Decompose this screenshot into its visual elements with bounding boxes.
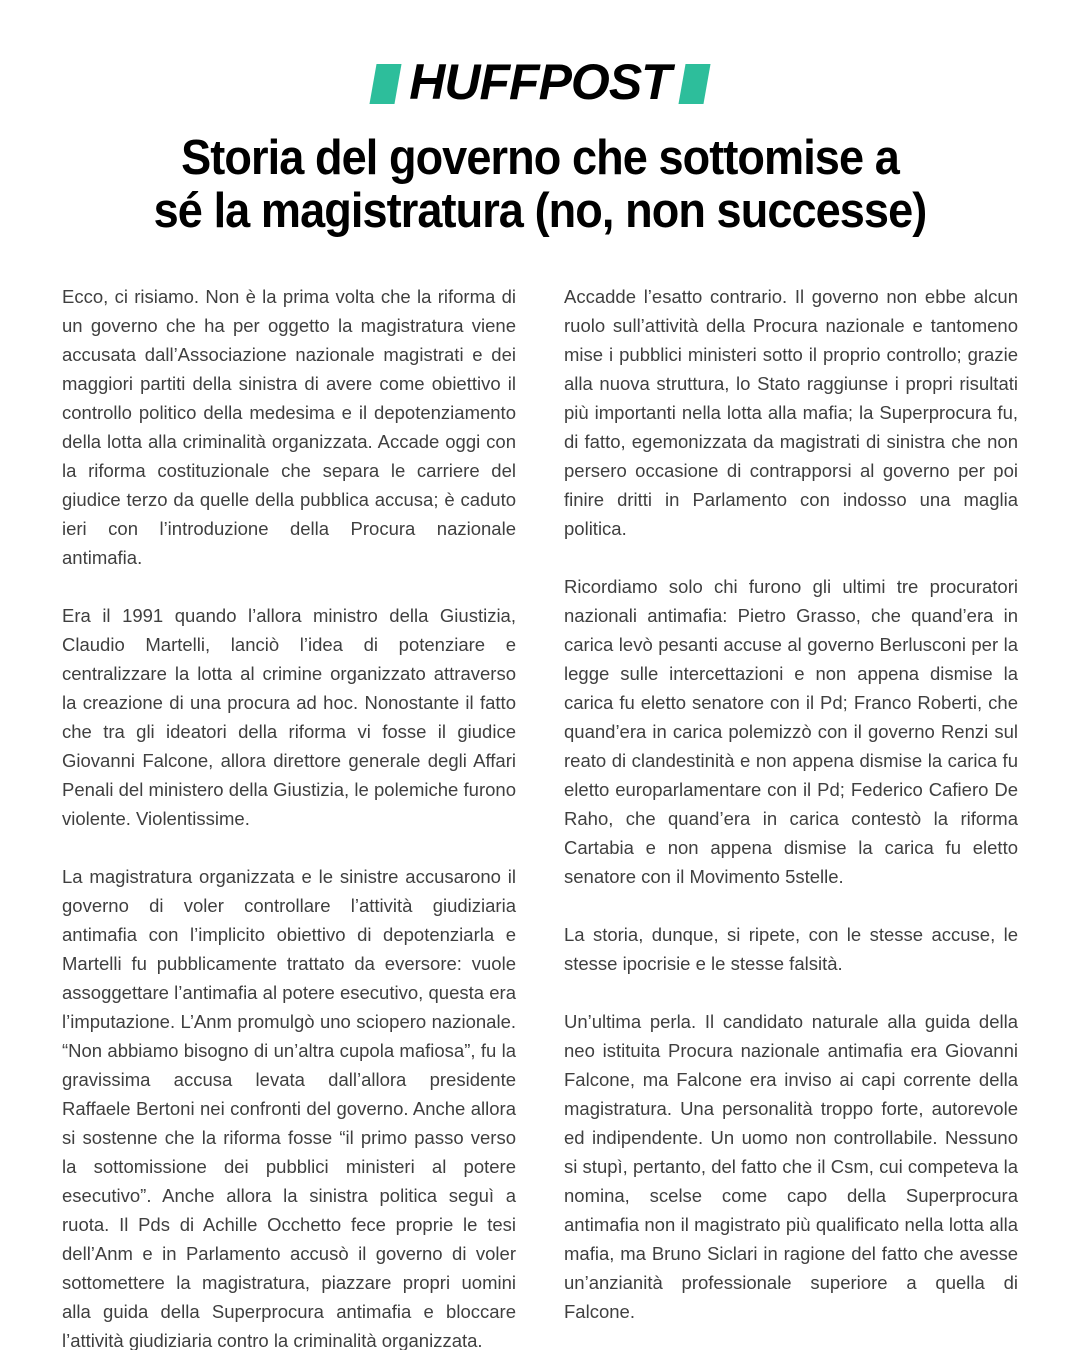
header bbox=[62, 54, 1018, 110]
article-paragraph: La magistratura organizzata e le sinistre accusarono il governo di voler controllare l’attività giudiziaria antimafia con l’implicito obiettivo di depotenziarla e Martelli fu pubblicamente trattato da eversore: vuole assoggettare l’antimafia al potere esecutivo, questa era l’imputazione. L’Anm promulgò uno sciopero nazionale. “Non abbiamo bisogno di un’altra cupola mafiosa”, fu la gravissima accusa levata dall’allora presidente Raffaele Bertoni nei confronti del governo. Anche allora si sostenne che la riforma fosse “il primo passo verso la sottomissione dei pubblici ministeri al potere esecutivo”. Anche allora la sinistra politica seguì a ruota. Il Pds di Achille Occhetto fece proprie le tesi dell’Anm e in Parlamento accusò il governo di voler sottomettere la magistratura, piazzare propri uomini alla guida della Superprocura antimafia e bloccare l’attività giudiziaria contro la criminalità organizzata. bbox=[62, 866, 516, 1350]
article-body bbox=[62, 282, 1018, 1350]
headline-line-2: sé la magistratura (no, non successe) bbox=[153, 184, 927, 238]
article-paragraph: La storia, dunque, si ripete, con le stesse accuse, le stesse ipocrisie e le stesse falsità. bbox=[564, 924, 1018, 974]
logo-wordmark: HUFFPOST bbox=[409, 54, 671, 110]
article-paragraph: Ecco, ci risiamo. Non è la prima volta che la riforma di un governo che ha per oggetto la magistratura viene accusata dall’Associazione nazionale magistrati e dei maggiori partiti della sinistra di avere come obiettivo il controllo politico della medesima e il depotenziamento della lotta alla criminalità organizzata. Accade oggi con la riforma costituzionale che separa le carriere del giudice terzo da quelle della pubblica accusa; è caduto ieri con l’introduzione della Procura nazionale antimafia. bbox=[62, 286, 516, 568]
huffpost-logo bbox=[373, 54, 706, 110]
article-column-right bbox=[564, 282, 1018, 1350]
logo-right-accent-bar bbox=[678, 64, 710, 104]
logo-left-accent-bar bbox=[370, 64, 402, 104]
article-paragraph: Ricordiamo solo chi furono gli ultimi tre procuratori nazionali antimafia: Pietro Grasso, che quand’era in carica levò pesanti accuse al governo Berlusconi per la legge sulle intercettazioni e non appena dismise la carica fu eletto senatore con il Pd; Franco Roberti, che quand’era in carica polemizzò con il governo Renzi sul reato di clandestinità e non appena dismise la carica fu eletto europarlamentare con il Pd; Federico Cafiero De Raho, che quand’era in carica contestò la riforma Cartabia e non appena dismise la carica fu eletto senatore con il Movimento 5stelle. bbox=[564, 576, 1018, 887]
article-paragraph: Accadde l’esatto contrario. Il governo non ebbe alcun ruolo sull’attività della Procura nazionale e tantomeno mise i pubblici ministeri sotto il proprio controllo; grazie alla nuova struttura, lo Stato raggiunse i propri risultati più importanti nella lotta alla mafia; la Superprocura fu, di fatto, egemonizzata da magistrati di sinistra che non persero occasione di contrapporsi al governo per poi finire dritti in Parlamento con indosso una maglia politica. bbox=[564, 286, 1018, 539]
article-paragraph: Era il 1991 quando l’allora ministro della Giustizia, Claudio Martelli, lanciò l’idea di potenziare e centralizzare la lotta al crimine organizzato attraverso la creazione di una procura ad hoc. Nonostante il fatto che tra gli ideatori della riforma vi fosse il giudice Giovanni Falcone, allora direttore generale degli Affari Penali del ministero della Giustizia, le polemiche furono violente. Violentissime. bbox=[62, 605, 516, 829]
article-column-left bbox=[62, 282, 516, 1350]
article-paragraph: Un’ultima perla. Il candidato naturale alla guida della neo istituita Procura nazionale antimafia era Giovanni Falcone, ma Falcone era inviso ai capi corrente della magistratura. Una personalità troppo forte, autorevole ed indipendente. Un uomo non controllabile. Nessuno si stupì, pertanto, del fatto che il Csm, cui competeva la nomina, scelse come capo della Superprocura antimafia non il magistrato più qualificato nella lotta alla mafia, ma Bruno Siclari in ragione del fatto che avesse un’anzianità professionale superiore a quella di Falcone. bbox=[564, 1011, 1018, 1322]
article-headline bbox=[100, 132, 980, 238]
headline-line-1: Storia del governo che sottomise a bbox=[181, 131, 899, 185]
